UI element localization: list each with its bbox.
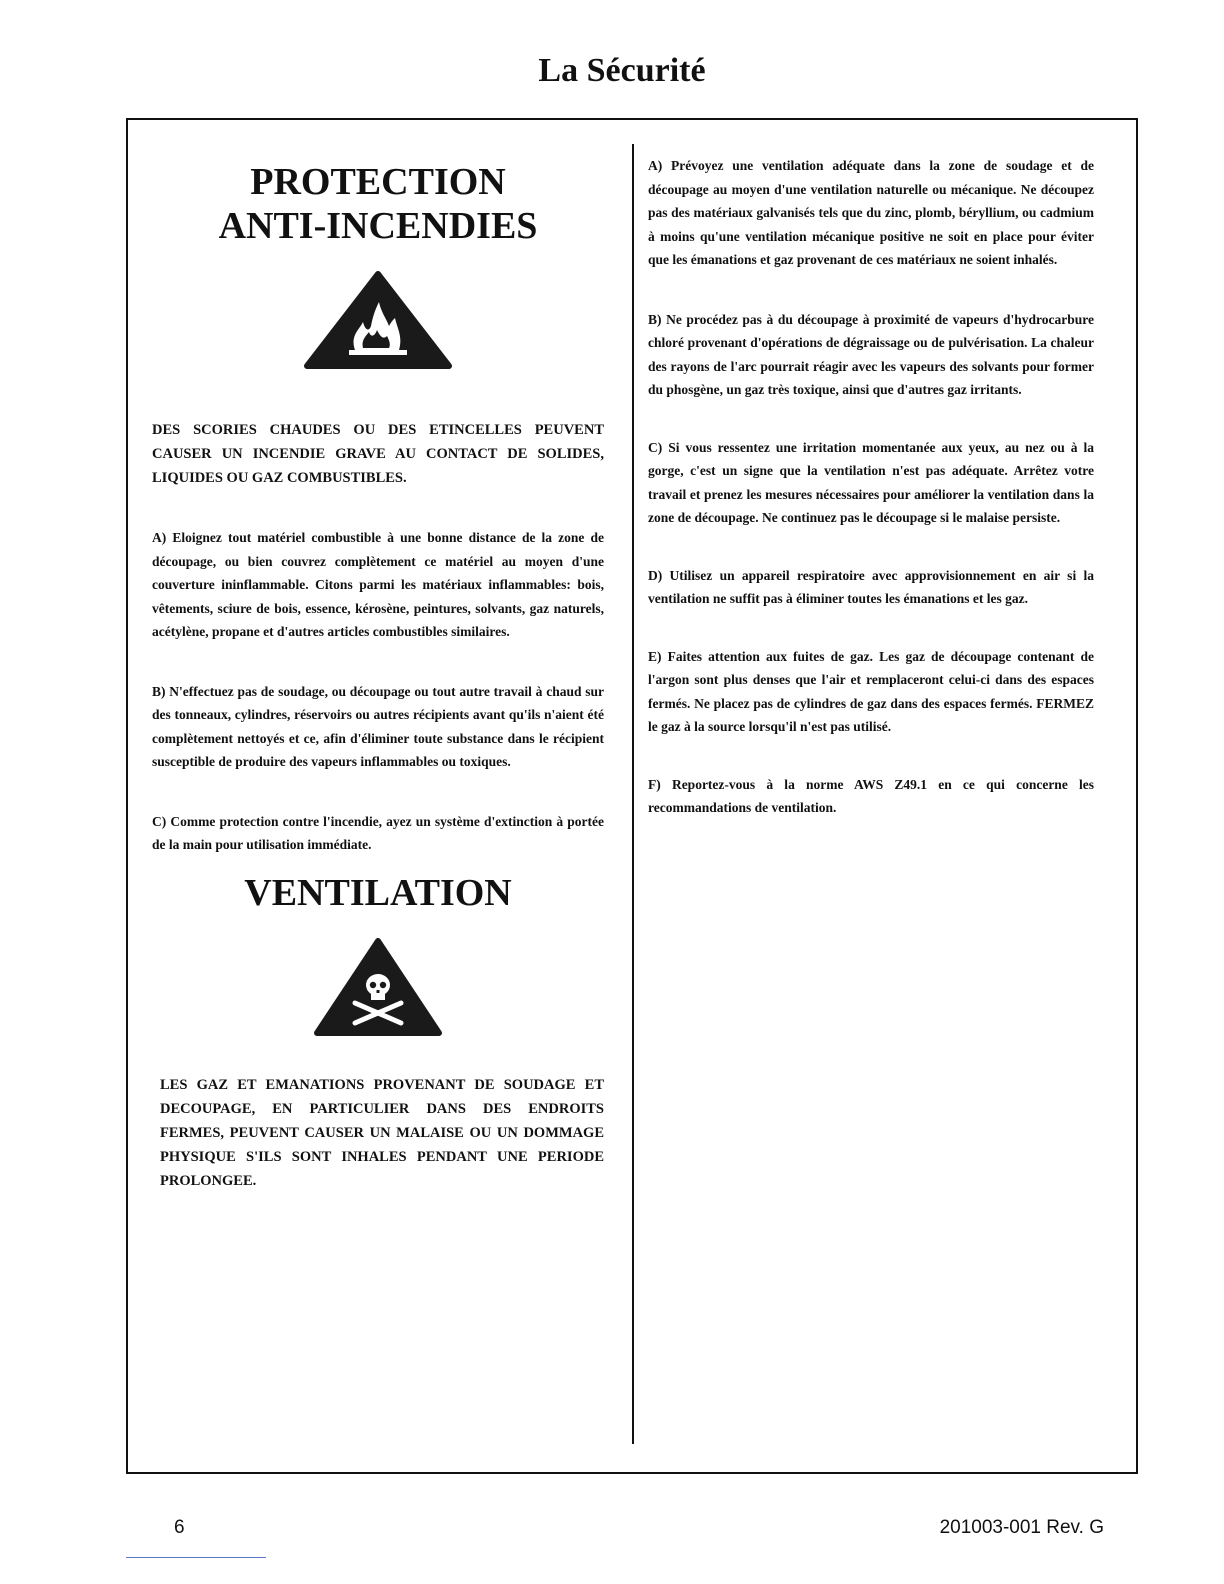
fire-heading-line2: ANTI-INCENDIES bbox=[218, 205, 538, 247]
ventilation-item-a: A) Prévoyez une ventilation adéquate dans la zone de soudage et de découpage au moyen d'une ventilation naturelle ou mécanique. Ne découpez pas des matériaux galvanisés tels que du zinc, plomb, béryllium, ou cadmium à moins qu'une ventilation mécanique positive ne soit en place pour éviter que les émanations et gaz provenant de ces matériaux ne soient inhalés. bbox=[648, 158, 1094, 267]
fire-warning-text: DES SCORIES CHAUDES OU DES ETINCELLES PEUVENT CAUSER UN INCENDIE GRAVE AU CONTACT DE SOLIDES, LIQUIDES OU GAZ COMBUSTIBLES. bbox=[152, 422, 604, 486]
ventilation-heading: VENTILATION bbox=[244, 871, 512, 914]
fire-heading-line1: PROTECTION bbox=[250, 161, 506, 203]
fire-item-a: A) Eloignez tout matériel combustible à une bonne distance de la zone de découpage, ou bien couvrez complètement ce matériel au moyen d'une couverture ininflammable. Citons parmi les matériaux inflammables: bois, vêtements, sciure de bois, essence, kérosène, peintures, solvants, gaz naturels, acétylène, propane et d'autres articles combustibles similaires. bbox=[152, 530, 604, 639]
column-divider bbox=[632, 144, 634, 1444]
page-number: 6 bbox=[174, 1517, 185, 1538]
right-column bbox=[648, 154, 1094, 854]
skull-crossbones-warning-icon bbox=[152, 937, 604, 1037]
footer-rule bbox=[126, 1557, 266, 1558]
ventilation-item-d: D) Utilisez un appareil respiratoire avec approvisionnement en air si la ventilation ne suffit pas à éliminer toutes les émanations et les gaz. bbox=[648, 567, 1094, 606]
fire-protection-heading bbox=[152, 160, 604, 248]
ventilation-item-f: F) Reportez-vous à la norme AWS Z49.1 en ce qui concerne les recommandations de ventilation. bbox=[648, 776, 1094, 815]
page-title: La Sécurité bbox=[538, 52, 706, 89]
fire-item-c: C) Comme protection contre l'incendie, ayez un système d'extinction à portée de la main pour utilisation immédiate. bbox=[152, 813, 604, 852]
document-number: 201003-001 Rev. G bbox=[939, 1517, 1104, 1538]
ventilation-warning-text: LES GAZ ET EMANATIONS PROVENANT DE SOUDAGE ET DECOUPAGE, EN PARTICULIER DANS DES ENDROITS FERMES, PEUVENT CAUSER UN MALAISE OU UN DOMMAGE PHYSIQUE S'ILS SONT INHALES PENDANT UNE PERIODE PROLONGEE. bbox=[160, 1076, 604, 1189]
ventilation-item-c: C) Si vous ressentez une irritation momentanée aux yeux, au nez ou à la gorge, c'est un signe que la ventilation n'est pas adéquate. Arrêtez votre travail et prenez les mesures nécessaires pour améliorer la ventilation dans la zone de découpage. Ne continuez pas le découpage si le malaise persiste. bbox=[648, 439, 1094, 525]
left-column bbox=[152, 160, 604, 1193]
fire-item-b: B) N'effectuez pas de soudage, ou découpage ou tout autre travail à chaud sur des tonneaux, cylindres, réservoirs ou autres récipients avant qu'ils n'aient été complètement nettoyés et ce, afin d'éliminer toute substance dans le récipient susceptible de produire des vapeurs inflammables ou toxiques. bbox=[152, 683, 604, 769]
flame-warning-icon bbox=[152, 270, 604, 370]
ventilation-item-b: B) Ne procédez pas à du découpage à proximité de vapeurs d'hydrocarbure chloré provenant d'opérations de dégraissage ou de pulvérisation. La chaleur des rayons de l'arc pourrait réagir avec les vapeurs des solvants pour former du phosgène, un gaz très toxique, ainsi que d'autres gaz irritants. bbox=[648, 311, 1094, 397]
ventilation-item-e: E) Faites attention aux fuites de gaz. Les gaz de découpage contenant de l'argon sont plus denses que l'air et remplaceront celui-ci dans des espaces fermés. Ne placez pas de cylindres de gaz dans des espaces fermés. FERMEZ le gaz à la source lorsqu'il n'est pas utilisé. bbox=[648, 648, 1094, 734]
